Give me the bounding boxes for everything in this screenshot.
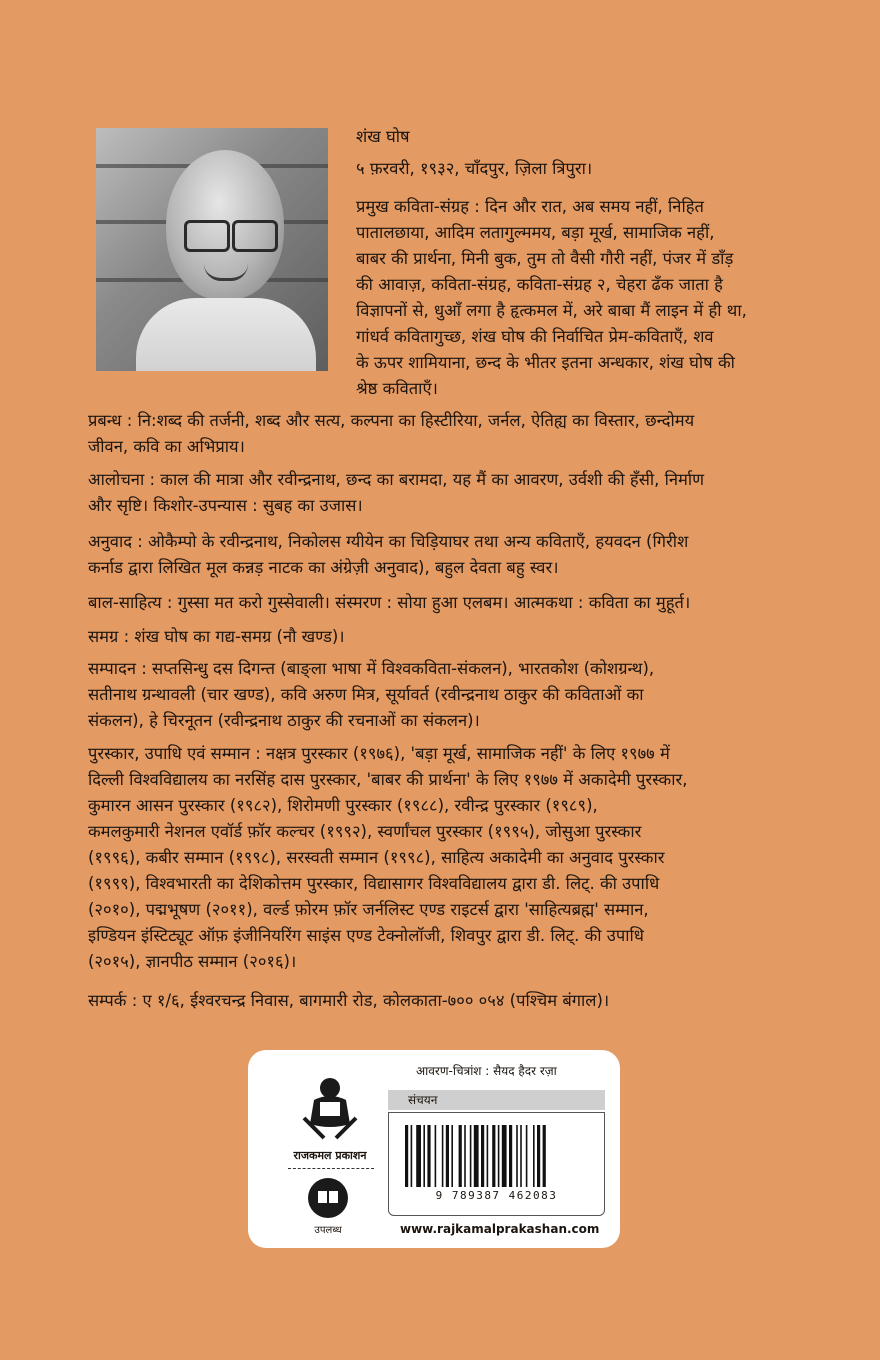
barcode-bar bbox=[435, 1125, 437, 1187]
barcode-bar bbox=[464, 1125, 466, 1187]
publisher-name: राजकमल प्रकाशन bbox=[293, 1149, 367, 1162]
bio-section bbox=[88, 741, 800, 975]
isbn-number: 9 789387 462083 bbox=[435, 1189, 558, 1202]
barcode-bar bbox=[498, 1125, 500, 1187]
barcode-bar bbox=[526, 1125, 528, 1187]
bio-line: समग्र : शंख घोष का गद्य-समग्र (नौ खण्ड)। bbox=[88, 627, 345, 646]
barcode-bar bbox=[427, 1125, 430, 1187]
cover-credit: आवरण-चित्रांश : सैयद हैदर रज़ा bbox=[416, 1064, 557, 1078]
barcode-bar bbox=[451, 1125, 453, 1187]
bio-section bbox=[88, 624, 800, 650]
poetry-line: की आवाज़, कविता-संग्रह, कविता-संग्रह २, चेहरा ढँक जाता है bbox=[356, 275, 723, 294]
bio-line: कमलकुमारी नेशनल एवॉर्ड फ़ॉर कल्चर (१९९२), स्वर्णांचल पुरस्कार (१९९५), जोसुआ पुरस्कार bbox=[88, 822, 642, 841]
barcode-frame bbox=[388, 1112, 605, 1216]
barcode-bar bbox=[459, 1125, 462, 1187]
barcode-bar bbox=[537, 1125, 540, 1187]
poetry-line: पातालछाया, आदिम लतागुल्ममय, बड़ा मूर्ख, सामाजिक नहीं, bbox=[356, 223, 715, 242]
barcode-bar bbox=[470, 1125, 472, 1187]
bio-line: संकलन), हे चिरनूतन (रवीन्द्रनाथ ठाकुर की रचनाओं का संकलन)। bbox=[88, 711, 480, 730]
bio-line: अनुवाद : ओकैम्पो के रवीन्द्रनाथ, निकोलस ग्यीयेन का चिड़ियाघर तथा अन्य कविताएँ, हयवदन (गिरीश bbox=[88, 532, 689, 551]
bio-line: जीवन, कवि का अभिप्राय। bbox=[88, 437, 245, 456]
poetry-line: गांधर्व कवितागुच्छ, शंख घोष की निर्वाचित प्रेम-कविताएँ, शव bbox=[356, 327, 714, 346]
bio-line: (२०१५), ज्ञानपीठ सम्मान (२०१६)। bbox=[88, 952, 297, 971]
bio-line: सम्पादन : सप्तसिन्धु दस दिगन्त (बाङ्ला भाषा में विश्वकविता-संकलन), भारतकोश (कोशग्रन्थ), bbox=[88, 659, 655, 678]
bio-line: आलोचना : काल की मात्रा और रवीन्द्रनाथ, छन्द का बरामदा, यह मैं का आवरण, उर्वशी की हँसी, निर्माण bbox=[88, 470, 705, 489]
bio-line: कर्नाड द्वारा लिखित मूल कन्नड़ नाटक का अंग्रेज़ी अनुवाद), बहुल देवता बहु स्वर। bbox=[88, 558, 559, 577]
barcode-bar bbox=[492, 1125, 495, 1187]
series-label: संचयन bbox=[388, 1090, 605, 1110]
barcode-bar bbox=[487, 1125, 489, 1187]
bio-section bbox=[88, 590, 800, 616]
barcode-bar bbox=[474, 1125, 479, 1187]
barcode-bar bbox=[509, 1125, 512, 1187]
bio-section bbox=[88, 656, 800, 734]
barcode-bar bbox=[416, 1125, 421, 1187]
barcode bbox=[403, 1125, 589, 1187]
barcode-bar bbox=[442, 1125, 444, 1187]
bio-line: कुमारन आसन पुरस्कार (१९८२), शिरोमणी पुरस्कार (१९८८), रवीन्द्र पुरस्कार (१९८९), bbox=[88, 796, 598, 815]
bio-line: दिल्ली विश्वविद्यालय का नरसिंह दास पुरस्कार, 'बाबर की प्रार्थना' के लिए १९७७ में अकादेमी पुरस्कार, bbox=[88, 770, 688, 789]
barcode-bar bbox=[502, 1125, 507, 1187]
bio-line: सतीनाथ ग्रन्थावली (चार खण्ड), कवि अरुण मित्र, सूर्यावर्त (रवीन्द्रनाथ ठाकुर की कविताओं का bbox=[88, 685, 644, 704]
bio-line: (१९९६), कबीर सम्मान (१९९८), सरस्वती सम्मान (१९९८), साहित्य अकादेमी का अनुवाद पुरस्कार bbox=[88, 848, 665, 867]
author-name: शंख घोष bbox=[356, 127, 410, 146]
barcode-bar bbox=[411, 1125, 413, 1187]
author-birth: ५ फ़रवरी, १९३२, चाँदपुर, ज़िला त्रिपुरा। bbox=[356, 159, 593, 178]
bio-section bbox=[88, 408, 800, 460]
bio-line: पुरस्कार, उपाधि एवं सम्मान : नक्षत्र पुरस्कार (१९७६), 'बड़ा मूर्ख, सामाजिक नहीं' के लिए १९७७ में bbox=[88, 744, 670, 763]
bio-section bbox=[88, 529, 800, 581]
bio-line: इण्डियन इंस्टिट्यूट ऑफ़ इंजीनियरिंग साइंस एण्ड टेक्नोलॉजी, शिवपुर द्वारा डी. लिट्. की उपाधि bbox=[88, 926, 644, 945]
poetry-collections bbox=[356, 194, 796, 402]
barcode-bar bbox=[446, 1125, 449, 1187]
poetry-line: प्रमुख कविता-संग्रह : दिन और रात, अब समय नहीं, निहित bbox=[356, 197, 704, 216]
publisher-box bbox=[248, 1050, 620, 1248]
bio-line: (१९९९), विश्वभारती का देशिकोत्तम पुरस्कार, विद्यासागर विश्वविद्यालय द्वारा डी. लिट्. की उपाधि bbox=[88, 874, 660, 893]
poetry-line: के ऊपर शामियाना, छन्द के भीतर इतना अन्धकार, शंख घोष की bbox=[356, 353, 735, 372]
ebook-label: उपलब्ध bbox=[314, 1225, 342, 1236]
poetry-line: श्रेष्ठ कविताएँ। bbox=[356, 379, 438, 398]
poetry-line: बाबर की प्रार्थना, मिनी बुक, तुम तो वैसी गौरी नहीं, पंजर में डाँड़ bbox=[356, 249, 734, 268]
barcode-bar bbox=[423, 1125, 425, 1187]
bio-section bbox=[88, 988, 800, 1014]
barcode-bar bbox=[516, 1125, 518, 1187]
bio-section bbox=[88, 467, 800, 519]
barcode-bar bbox=[405, 1125, 408, 1187]
barcode-bar bbox=[533, 1125, 535, 1187]
bio-line: बाल-साहित्य : गुस्सा मत करो गुस्सेवाली। संस्मरण : सोया हुआ एलबम। आत्मकथा : कविता का मुहूर्त। bbox=[88, 593, 691, 612]
author-photo bbox=[96, 128, 328, 371]
barcode-bar bbox=[520, 1125, 522, 1187]
bio-line: और सृष्टि। किशोर-उपन्यास : सुबह का उजास। bbox=[88, 496, 363, 515]
ebook-icon bbox=[308, 1178, 348, 1218]
bio-line: (२०१०), पद्मभूषण (२०११), वर्ल्ड फ़ोरम फ़ॉर जर्नलिस्ट एण्ड राइटर्स द्वारा 'साहित्यब्रह्म' सम्मान, bbox=[88, 900, 649, 919]
publisher-website: www.rajkamalprakashan.com bbox=[400, 1222, 600, 1236]
bio-line: प्रबन्ध : नि:शब्द की तर्जनी, शब्द और सत्य, कल्पना का हिस्टीरिया, जर्नल, ऐतिह्य का विस्तार, छन्दोमय bbox=[88, 411, 695, 430]
divider bbox=[288, 1168, 374, 1169]
barcode-bar bbox=[543, 1125, 546, 1187]
bio-line: सम्पर्क : ए १/६, ईश्वरचन्द्र निवास, बागमारी रोड, कोलकाता-७०० ०५४ (पश्चिम बंगाल)। bbox=[88, 991, 610, 1010]
poetry-line: विज्ञापनों से, धुआँ लगा है हृत्कमल में, अरे बाबा मैं लाइन में ही था, bbox=[356, 301, 747, 320]
barcode-bar bbox=[481, 1125, 484, 1187]
